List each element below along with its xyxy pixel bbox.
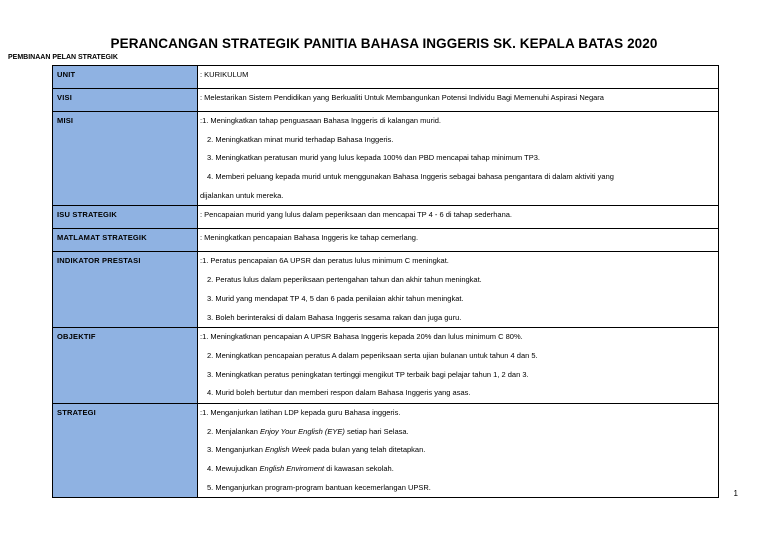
list-item: 2. Peratus lulus dalam peperiksaan pertengahan tahun dan akhir tahun meningkat. xyxy=(207,275,482,285)
list-item: 4. Memberi peluang kepada murid untuk menggunakan Bahasa Inggeris sebagai bahasa pengantara di dalam aktiviti yang xyxy=(207,172,614,182)
list-item: 2. Meningkatkan minat murid terhadap Bahasa Inggeris. xyxy=(207,134,394,144)
list-item: dijalankan untuk mereka. xyxy=(200,190,284,200)
row-misi xyxy=(53,112,719,206)
list-item: 3. Meningkatkan peratus peningkatan tertinggi mengikut TP terbaik bagi pelajar tahun 1, 2 dan 3. xyxy=(207,369,529,379)
row-label: STRATEGI xyxy=(53,403,198,497)
row-value xyxy=(198,328,719,404)
row-matlamat-strategik xyxy=(53,229,719,252)
list-item: :1. Meningkatknan pencapaian A UPSR Bahasa Inggeris kepada 20% dan lulus minimum C 80%. xyxy=(200,332,523,342)
page-number: 1 xyxy=(733,489,738,498)
row-label: MATLAMAT STRATEGIK xyxy=(53,229,198,252)
row-value: : Melestarikan Sistem Pendidikan yang Berkualiti Untuk Membangunkan Potensi Individu Bagi Memenuhi Aspirasi Negara xyxy=(198,89,719,112)
list-item: :1. Meningkatkan tahap penguasaan Bahasa Inggeris di kalangan murid. xyxy=(200,116,441,125)
row-visi xyxy=(53,89,719,112)
list-item: 3. Murid yang mendapat TP 4, 5 dan 6 pada penilaian akhir tahun meningkat. xyxy=(207,293,464,303)
row-value: : Meningkatkan pencapaian Bahasa Inggeris ke tahap cemerlang. xyxy=(198,229,719,252)
list-item: 3. Menganjurkan English Week pada bulan yang telah ditetapkan. xyxy=(207,445,426,455)
list-item: :1. Peratus pencapaian 6A UPSR dan peratus lulus minimum C meningkat. xyxy=(200,256,449,266)
list-item: 5. Menganjurkan program-program bantuan kecemerlangan UPSR. xyxy=(207,482,431,492)
row-value xyxy=(198,403,719,497)
list-item: 2. Meningkatkan pencapaian peratus A dalam peperiksaan serta ujian bulanan untuk tahun 4 dan 5. xyxy=(207,350,538,360)
row-strategi xyxy=(53,403,719,497)
row-value xyxy=(198,252,719,328)
row-unit xyxy=(53,66,719,89)
row-label: MISI xyxy=(53,112,198,206)
row-label: UNIT xyxy=(53,66,198,89)
list-item: 3. Meningkatkan peratusan murid yang lulus kepada 100% dan PBD mencapai tahap minimum TP3. xyxy=(207,153,540,163)
list-item: :1. Menganjurkan latihan LDP kepada guru Bahasa inggeris. xyxy=(200,407,401,417)
row-label: OBJEKTIF xyxy=(53,328,198,404)
row-value xyxy=(198,112,719,206)
page-subtitle: PEMBINAAN PELAN STRATEGIK xyxy=(8,54,118,61)
row-label: INDIKATOR PRESTASI xyxy=(53,252,198,328)
list-item: 3. Boleh berinteraksi di dalam Bahasa Inggeris sesama rakan dan juga guru. xyxy=(207,312,462,322)
row-isu-strategik xyxy=(53,206,719,229)
row-label: ISU STRATEGIK xyxy=(53,206,198,229)
row-value: : KURIKULUM xyxy=(198,66,719,89)
strategic-plan-table xyxy=(52,65,719,498)
row-indikator-prestasi xyxy=(53,252,719,328)
row-value: : Pencapaian murid yang lulus dalam peperiksaan dan mencapai TP 4 - 6 di tahap sederhana. xyxy=(198,206,719,229)
list-item: 4. Mewujudkan English Enviroment di kawasan sekolah. xyxy=(207,464,394,473)
page-title: PERANCANGAN STRATEGIK PANITIA BAHASA INGGERIS SK. KEPALA BATAS 2020 xyxy=(110,36,658,51)
list-item: 2. Menjalankan Enjoy Your English (EYE) setiap hari Selasa. xyxy=(207,426,409,436)
row-objektif xyxy=(53,328,719,404)
list-item: 4. Murid boleh bertutur dan memberi respon dalam Bahasa Inggeris yang asas. xyxy=(207,388,471,398)
row-label: VISI xyxy=(53,89,198,112)
